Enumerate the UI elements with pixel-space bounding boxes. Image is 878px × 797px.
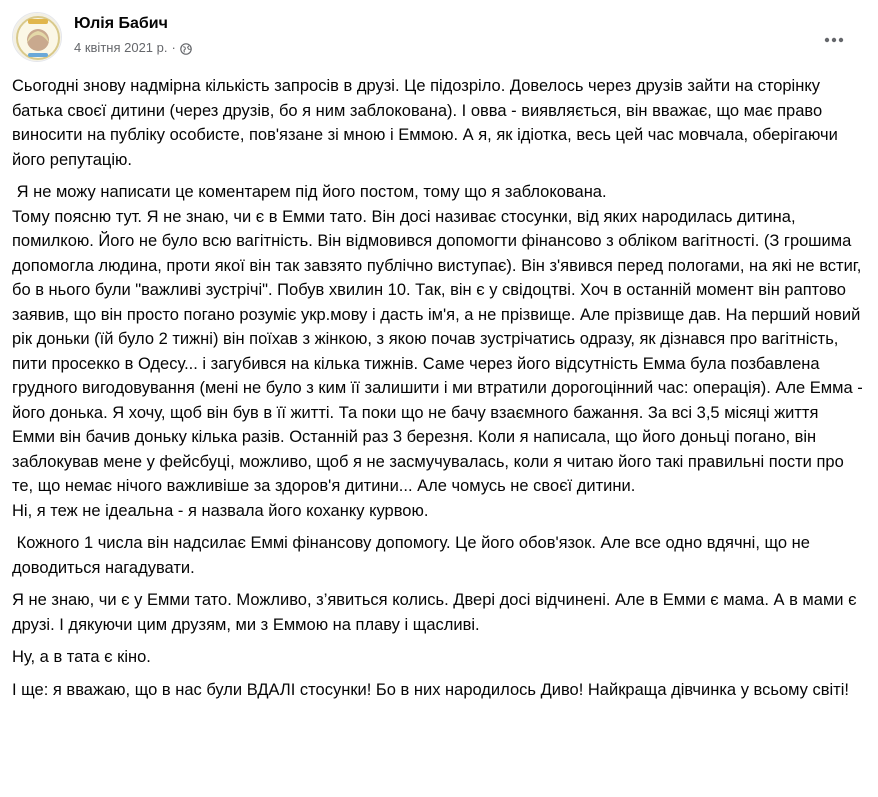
post-paragraph: Я не можу написати це коментарем під його постом, тому що я заблокована. Тому поясню тут. Я не знаю, чи є в Емми тато. Він досі називає стосунки, від яких народилась дитина, помилкою. Його не було всю вагітність. Він відмовився допомогти фінансово з обліком вагітності. (З грошима допомогла людина, проти якої він так завзято публічно виступає). Він з'явився перед пологами, на які не встиг, бо в нього були "важливі зустрічі". Побув хвилин 10. Так, він є у свідоцтві. Хоч в останній момент він раптово заявив, що він просто погано розуміє укр.мову і дасть ім'я, а не прізвище. Але прізвище дав. На перший новий рік доньки (їй було 2 тижні) він поїхав з жінкою, з якою почав зустрічатись одразу, як дізнався про вагітність, пити просекко в Одесу... і загубився на кілька тижнів. Саме через його відсутність Емма була позбавлена грудного вигодовування (мені не було з ким її залишити і ми втратили дорогоцінний час: операція). Але Емма - його донька. Я хочу, щоб він був в її житті. Та поки що не бачу взаємного бажання. За всі 3,5 місяці життя Емми він бачив доньку кілька разів. Останній раз 3 березня. Коли я написала, що його доньці погано, він заблокував мене у фейсбуці, можливо, щоб я не засмучувалась, коли я читаю його такі правильні пости про те, що немає нічого важливіше за здоров'я дитини... Але чомусь не своєї дитини. Ні, я теж не ідеальна - я назвала його коханку курвою. [12, 183, 863, 520]
globe-icon [180, 42, 192, 54]
post-text [12, 74, 864, 710]
post-paragraph: Я не знаю, чи є у Емми тато. Можливо, з’явиться колись. Двері досі відчинені. Але в Емми є мама. А в мами є друзі. І дякуючи цим друзям, ми з Еммою на плаву і щасливі. [12, 591, 862, 634]
post-paragraph: Ну, а в тата є кіно. [12, 648, 151, 666]
avatar[interactable] [12, 12, 62, 62]
post-meta [74, 39, 192, 56]
avatar-image [13, 13, 62, 62]
post-paragraph: Сьогодні знову надмірна кількість запросів в друзі. Це підозріло. Довелось через друзів зайти на сторінку батька своєї дитини (через друзів, бо я ним заблокована). І овва - виявляється, він вважає, що має право виносити на публіку особисте, пов'язане зі мною і Еммою. А я, як ідіотка, весь цей час мовчала, оберігаючи його репутацію. [12, 77, 843, 169]
more-options-button[interactable] [816, 22, 852, 58]
more-options-icon [824, 37, 844, 43]
post-header [12, 12, 862, 62]
meta-separator: · [171, 40, 176, 55]
author-name[interactable]: Юлія Бабич [74, 15, 168, 32]
post-paragraph: І ще: я вважаю, що в нас були ВДАЛІ стосунки! Бо в них народилось Диво! Найкраща дівчинка у всьому світі! [12, 680, 849, 699]
post-date[interactable]: 4 квітня 2021 р. [74, 40, 168, 55]
post-paragraph: Кожного 1 числа він надсилає Еммі фінансову допомогу. Це його обов'язок. Але все одно вдячні, що не доводиться нагадувати. [12, 534, 815, 577]
